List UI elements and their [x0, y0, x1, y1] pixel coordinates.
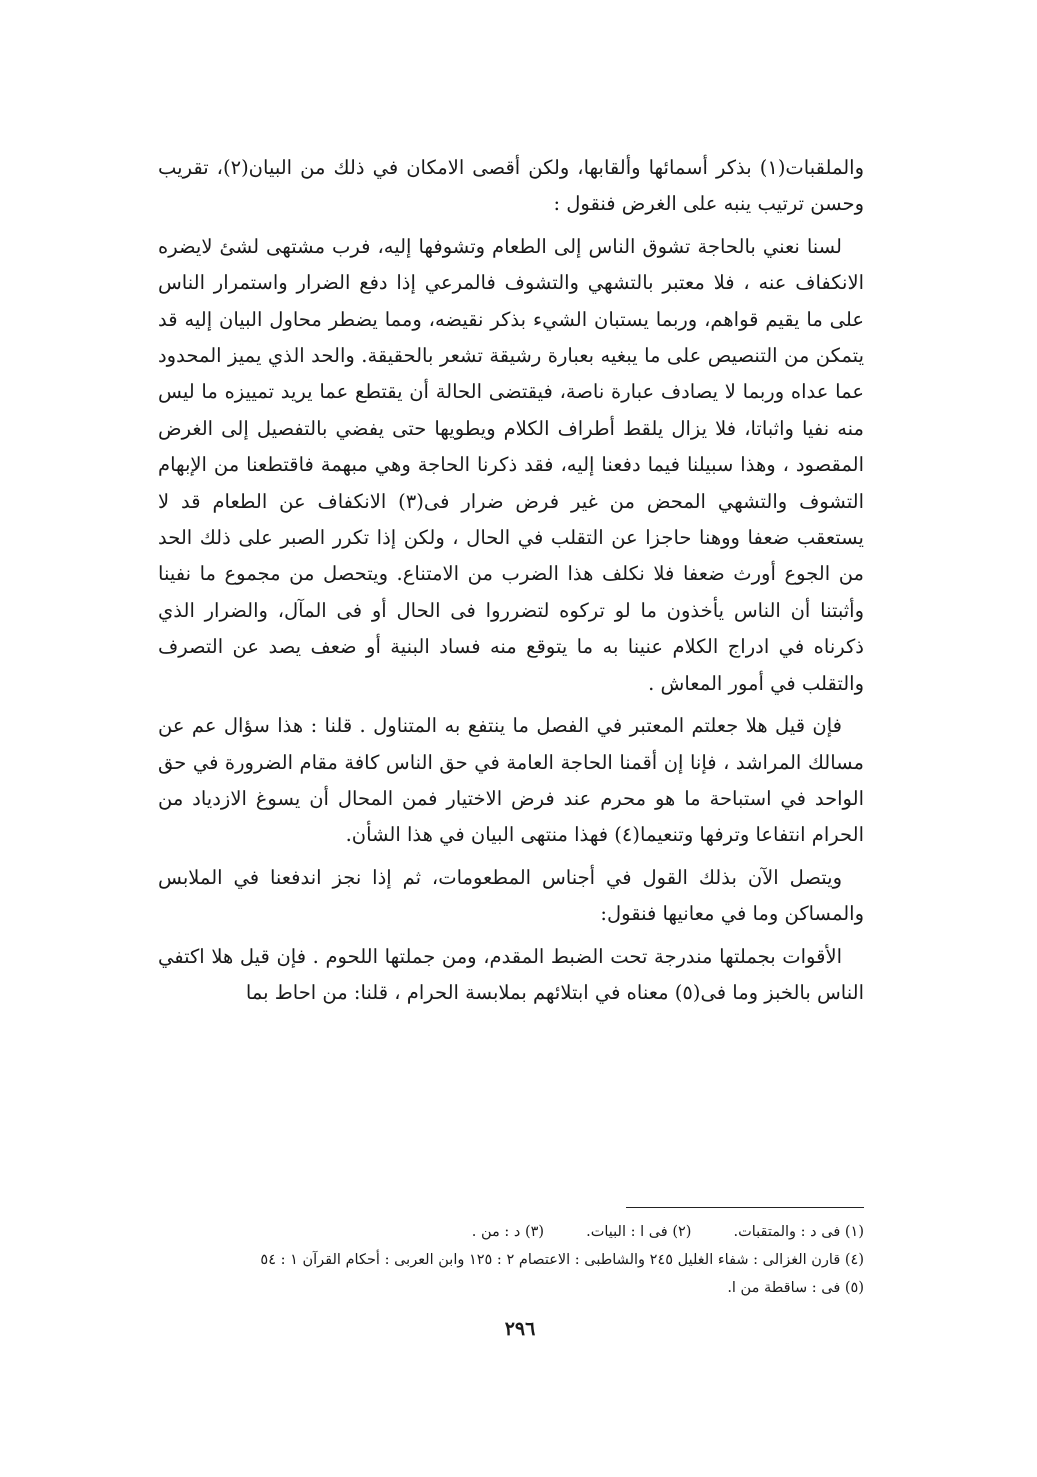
paragraph-2: لسنا نعني بالحاجة تشوق الناس إلى الطعام وتشوفها إليه، فرب مشتهى لشئ لايضره الانكفاف عنه ، فلا معتبر بالتشهي والتشوف فالمرعي إذا دفع الضرار واستمرار الناس على ما يقيم قواهم، وربما يستبان الشيء بذكر نقيضه، ومما يضطر محاول البيان إليه قد يتمكن من التنصيص على ما يبغيه بعبارة رشيقة تشعر بالحقيقة. والحد الذي يميز المحدود عما عداه وربما لا يصادف عبارة ناصة، فيقتضى الحالة أن يقتطع عما يريد تمييزه ما ليس منه نفيا واثباتا، فلا يزال يلقط أطراف الكلام ويطويها حتى يفضي بالتفصيل إلى الغرض المقصود ، وهذا سبيلنا فيما دفعنا إليه، فقد ذكرنا الحاجة وهي مبهمة فاقتطعنا من الإبهام التشوف والتشهي المحض من غير فرض ضرار فى(٣) الانكفاف عن الطعام قد لا يستعقب ضعفا ووهنا حاجزا عن التقلب في الحال ، ولكن إذا تكرر الصبر على ذلك الحد من الجوع أورث ضعفا فلا نكلف هذا الضرب من الامتناع. ويتحصل من مجموع ما نفينا وأثبتنا أن الناس يأخذون ما لو تركوه لتضرروا فى الحال أو فى المآل، والضرار الذي ذكرناه في ادراج الكلام عنينا به ما يتوقع منه فساد البنية أو ضعف يصد عن التصرف والتقلب في أمور المعاش . [158, 234, 864, 695]
footnotes [158, 1218, 864, 1302]
footnote-1: (١) فى د : والمتقبات. [733, 1224, 864, 1240]
paragraph-4: ويتصل الآن بذلك القول في أجناس المطعومات، ثم إذا نجز اندفعنا في الملابس والمساكن وما في معانيها فنقول: [158, 865, 864, 926]
footnote-4: (٤) قارن الغزالى : شفاء الغليل ٢٤٥ والشاطبى : الاعتصام ٢ : ١٢٥ وابن العربى : أحكام القرآن ١ : ٥٤ [260, 1252, 864, 1268]
footnote-2: (٢) فى ا : البيات. [586, 1224, 692, 1240]
paragraph-3: فإن قيل هلا جعلتم المعتبر في الفصل ما ينتفع به المتناول . قلنا : هذا سؤال عم عن مسالك المراشد ، فإنا إن أقمنا الحاجة العامة في حق الناس كافة مقام الضرورة في حق الواحد في استباحة ما هو محرم عند فرض الاختيار فمن المحال أن يسوغ الازدياد من الحرام انتفاعا وترفها وتنعيما(٤) فهذا منتهى البيان في هذا الشأن. [158, 714, 864, 847]
footnote-5: (٥) فى : ساقطة من ا. [727, 1280, 864, 1296]
paragraph-5: الأقوات بجملتها مندرجة تحت الضبط المقدم، ومن جملتها اللحوم . فإن قيل هلا اكتفي الناس بالخبز وما فى(٥) معناه في ابتلائهم بملابسة الحرام ، قلنا: من احاط بما [158, 944, 864, 1004]
paragraph-1: والملقبات(١) بذكر أسمائها وألقابها، ولكن أقصى الامكان في ذلك من البيان(٢)، تقريب وحسن ترتيب ينبه على الغرض فنقول : [158, 156, 864, 216]
footnote-separator [626, 1207, 864, 1208]
main-text [158, 150, 864, 1017]
footnote-row-1 [158, 1218, 864, 1246]
footnote-3: (٣) د : من . [471, 1224, 545, 1240]
page-number: ٢٩٦ [504, 1318, 536, 1340]
